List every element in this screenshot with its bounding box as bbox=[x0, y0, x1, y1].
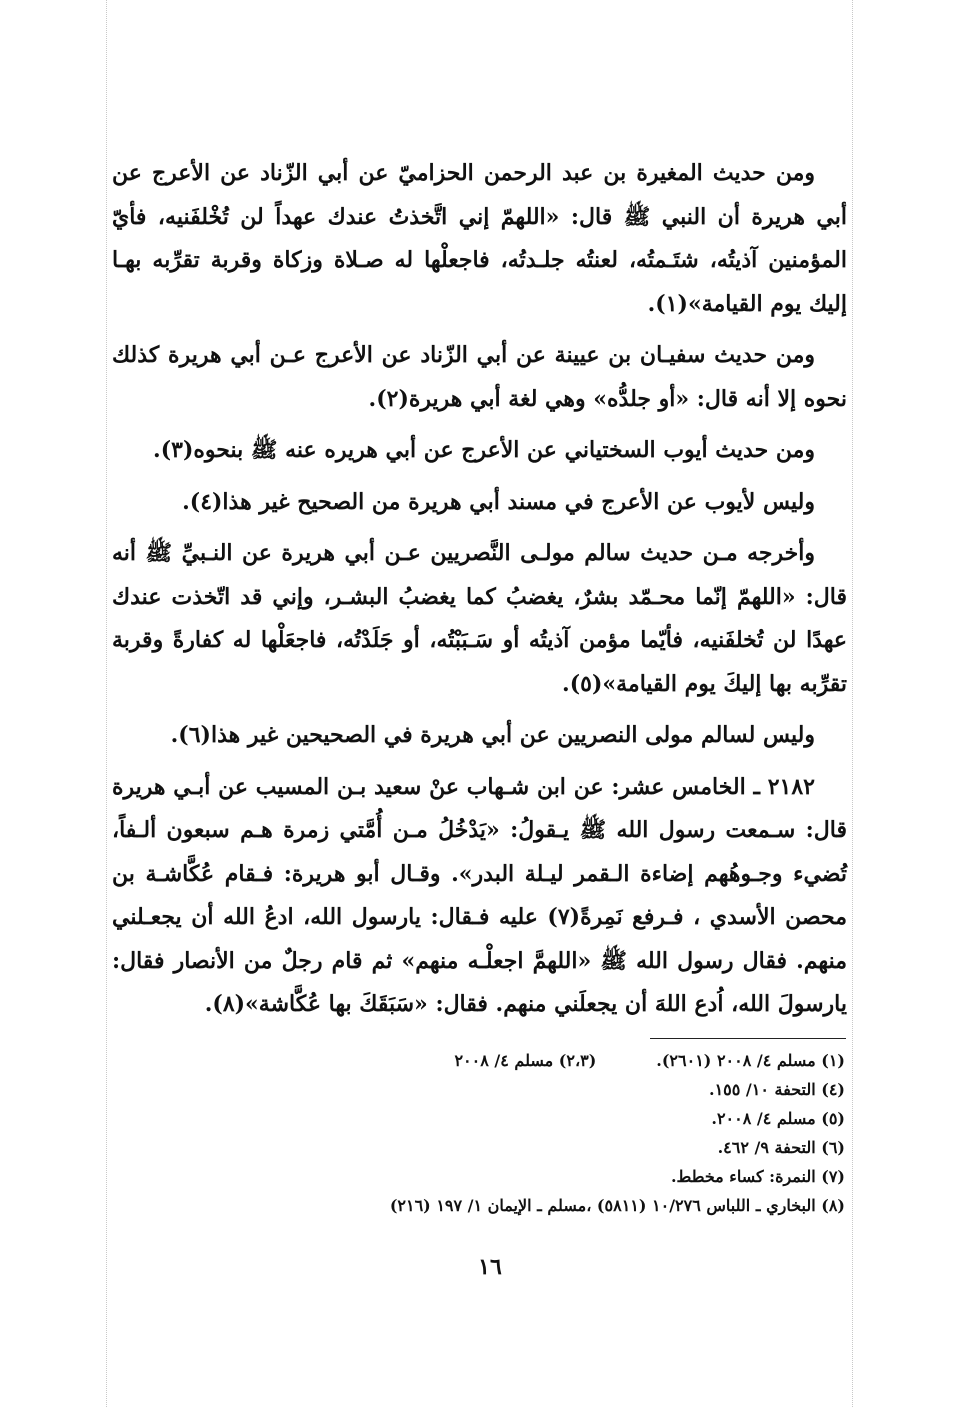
footnote-5: (٥) مسلم ٤/ ٢٠٠٨. bbox=[711, 1109, 845, 1128]
paragraph: وأخرجه مـن حديث سالم مولـى النَّصريين عـن أبي هريرة عن النـبيِّ ﷺ أنه قال: «اللهمّ إنّما محـمّد بشرٌ، يغضبُ كما يغضبُ البشـر، وإني قد اتّخذت عندك عهدًا لن تُخلفَنيه، فأيّما مؤمن آذيتُه أو سَـبَبْتُه، أو جَلَدْتُه، فاجعَلْها له كفارةً وقربة تقرِّبه بها إليكَ يوم القيامة»(٥). bbox=[112, 540, 847, 697]
footnote-4: (٤) التحفة ١٠/ ١٥٥. bbox=[709, 1080, 845, 1099]
footnote-8: (٨) البخاري ـ اللباس ١٠/٢٧٦ (٥٨١١) ،مسلم ـ الإيمان ١/ ١٩٧ (٢١٦) bbox=[389, 1196, 845, 1215]
paragraph: ومن حديث سفيـان بن عيينة عن أبي الزّناد عن الأعرج عـن أبي هريرة كذلك نحوه إلا أنه قال: «أو جلدُّه» وهي لغة أبي هريرة(٢). bbox=[112, 342, 847, 412]
footnote-2-3: (٢،٣) مسلم ٤/ ٢٠٠٨ bbox=[454, 1051, 597, 1070]
footnote-6: (٦) التحفة ٩/ ٤٦٢. bbox=[717, 1138, 845, 1157]
footnote-row bbox=[345, 1046, 845, 1075]
main-text bbox=[112, 152, 847, 1035]
paragraph: ومن حديث المغيرة بن عبد الرحمن الحزاميّ عن أبي الزّناد عن الأعرج عن أبي هريرة أن النبي ﷺ قال: «اللهمّ إني اتَّخذتُ عندك عهداً لن تُخْلفَنيه، فأيّ المؤمنين آذيتُه، شتَـمتُه، لعنتُه جلـدتُه، فاجعلْها له صـلاة وزكاة وقربة تقرِّبه بهـا إليك يوم القيامة»(١). bbox=[112, 160, 847, 317]
hadith-2182-paragraph: ٢١٨٢ ـ الخامس عشر: عن ابن شـهاب عنْ سعيد بـن المسيب عن أبـي هريرة قال: سـمعت رسول الله ﷺ يـقولُ: «يَدْخُلُ مـن أُمَّتي زمرة هـم سبعون ألـفاً، تُضيء وجـوهُهم إضاءة الـقمر ليـلة البدر». وقـال أبو هريرة: فـقام عُكَّاشـة بن محصن الأسدي ، فـرفع نَمِرةً(٧) عليه فـقال: يارسول الله، ادعُ الله أن يجعـلني منهم. فقال رسول الله ﷺ «اللهمَّ اجعلْـه منهم» ثم قام رجلٌ من الأنصار فقال: يارسولَ الله، اُدع اللهَ أن يجعلَني منهم. فقال: «سَبَقَكَ بها عُكَّاشة»(٨). bbox=[112, 773, 847, 1017]
footnote-7: (٧) النمرة: كساء مخطط. bbox=[670, 1167, 845, 1186]
footnote-1: (١) مسلم ٤/ ٢٠٠٨ (٢٦٠١). bbox=[656, 1051, 845, 1070]
paragraph: وليس لسالم مولى النصريين عن أبي هريرة في الصحيحين غير هذا(٦). bbox=[170, 722, 815, 748]
page-number: ١٦ bbox=[478, 1254, 502, 1280]
right-margin-guide bbox=[852, 0, 853, 1407]
left-margin-guide bbox=[106, 0, 107, 1407]
footnote-separator bbox=[650, 1038, 846, 1039]
paragraph: وليس لأيوب عن الأعرج في مسند أبي هريرة من الصحيح غير هذا(٤). bbox=[182, 488, 815, 515]
paragraph: ومن حديث أيوب السختياني عن الأعرج عن أبي هريره عنه ﷺ بنحوه(٣). bbox=[153, 437, 815, 463]
footnotes bbox=[345, 1046, 845, 1220]
